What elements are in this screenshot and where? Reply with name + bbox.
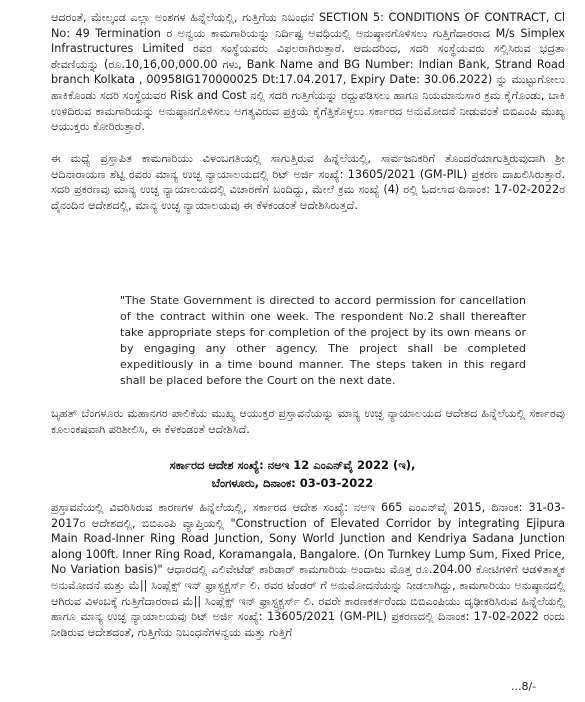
paragraph-order-body: ಪ್ರಸ್ತಾವನೆಯಲ್ಲಿ ವಿವರಿಸಿರುವ ಕಾರಣಗಳ ಹಿನ್ನೆಲೆಯಲ್ಲಿ, ಸರ್ಕಾರದ ಆದೇಶ ಸಂಖ್ಯೆ: ನಅಇ 665 ಎಂಎನ್‌ವೈ 2015, ದಿನಾಂಕ: 31-03-2017ರ ಆದೇಶದಲ್ಲಿ, ಬಿಬಿಎಂಪಿ ವ್ಯಾಪ್ತಿಯಲ್ಲಿ "Construction of Elevated Corridor by integrating Ejipura Main Road-Inner Ring Road Junction, Sony World Junction and Kendriya Sadana Junction along 100ft. Inner Ring Road, Koramangala, Bangalore. (On Turnkey Lump Sum, Fixed Price, No Variation basis)" ಆಧಾರದಲ್ಲಿ ಎಲಿವೇಟೆಡ್ ಕಾರಿಡಾರ್ ಕಾಮಗಾರಿಯ ಅಂದಾಜು ಮೊತ್ತ ರೂ.204.00 ಕೋಟಿಗಳಿಗೆ ಆಡಳಿತಾತ್ಮಕ ಅನುಮೋದನೆ ಮತ್ತು ಮೆ|| ಸಿಂಪ್ಲೆಕ್ಸ್ ಇನ್ ಫ್ರಾಸ್ಟ್ರಕ್ಚರ್ಸ್ ಲಿ. ರವರ ಟೆಂಡರ್ ಗೆ ಅನುಮೋದನೆಯನ್ನು ನೀಡಲಾಗಿದ್ದು, ಕಾಮಗಾರಿಯು ಅನುಷ್ಠಾನದಲ್ಲಿ ಆಗಿರುವ ವಿಳಂಬಕ್ಕೆ ಗುತ್ತಿಗೆದಾರರಾದ ಮೆ|| ಸಿಂಪ್ಲೆಕ್ಸ್ ಇನ್ ಫ್ರಾಸ್ಟ್ರಕ್ಚರ್ಸ್ ಲಿ. ರವರೇ ಕಾರಣಕರ್ತರೆಂದು ಬಿಬಿಎಂಪಿಯು ದೃಢೀಕರಿಸಿರುವ ಹಿನ್ನೆಲೆಯಲ್ಲಿ ಹಾಗೂ ಮಾನ್ಯ ಉಚ್ಛ ನ್ಯಾಯಾಲಯವು ರಿಟ್ ಅರ್ಜಿ ಸಂಖ್ಯೆ: 13605/2021 (GM-PIL) ಪ್ರಕರಣದಲ್ಲಿ ದಿನಾಂಕ: 17-02-2022 ರಂದು ನೀಡಿರುವ ಆದೇಶದಂತೆ, ಗುತ್ತಿಗೆಯ ನಿಬಂಧನೆಗಳನ್ವಯ ಮತ್ತು ಗುತ್ತಿಗೆ xyxy=(51,501,565,639)
paragraph-government-review: ಬೃಹತ್ ಬೆಂಗಳೂರು ಮಹಾನಗರ ಪಾಲಿಕೆಯ ಮುಖ್ಯ ಆಯುಕ್ತರ ಪ್ರಸ್ತಾವನೆಯನ್ನು ಮಾನ್ಯ ಉಚ್ಛ ನ್ಯಾಯಾಲಯದ ಆದೇಶದ ಹಿನ್ನೆಲೆಯಲ್ಲಿ ಸರ್ಕಾರವು ಕೂಲಂಕಷವಾಗಿ ಪರಿಶೀಲಿಸಿ, ಈ ಕೆಳಕಂಡಂತೆ ಆದೇಶಿಸಿದೆ. xyxy=(51,407,565,436)
paragraph-termination-proposal: ಆದರಂತೆ, ಮೇಲ್ಕಂಡ ಎಲ್ಲಾ ಅಂಶಗಳ ಹಿನ್ನೆಲೆಯಲ್ಲಿ, ಗುತ್ತಿಗೆಯ ನಿಬಂಧನೆ SECTION 5: CONDITIONS OF CONTRACT, Cl No: 49 Termination ರ ಅನ್ವಯ ಕಾಮಗಾರಿಯನ್ನು ನಿರ್ದಿಷ್ಟ ಅವಧಿಯಲ್ಲಿ ಅನುಷ್ಠಾನಗೊಳಿಸಲು ಗುತ್ತಿಗೆದಾರರಾದ M/s Simplex Infrastructures Limited ರವರ ಸಂಸ್ಥೆಯವರು ವಿಫಲರಾಗಿರುತ್ತಾರೆ. ಆದುದರಿಂದ, ಸದರಿ ಸಂಸ್ಥೆಯವರು ಸಲ್ಲಿಸಿರುವ ಭದ್ರತಾ ಠೇವಣಿಯನ್ನು (ರೂ.10,16,00,000.00 ಗಳು, Bank Name and BG Number: Indian Bank, Strand Road branch Kolkata , 00958IG170000025 Dt:17.04.2017, Expiry Date: 30.06.2022) ನ್ನು ಮುಟ್ಟುಗೋಲು ಹಾಕಿಕೊಂಡು ಸದರಿ ಸಂಸ್ಥೆಯವರ Risk and Cost ನಲ್ಲಿ ಸದರಿ ಗುತ್ತಿಗೆಯನ್ನು ರದ್ದುಪಡಿಸಲು ಹಾಗೂ ನಿಯಮಾನುಸಾರ ಕ್ರಮ ಕೈಗೊಂಡು, ಬಾಕಿ ಉಳಿದಿರುವ ಕಾಮಗಾರಿಯನ್ನು ಅನುಷ್ಠಾನಗೊಳಿಸಲು ಅಗತ್ಯವಿರುವ ಪ್ರಕ್ರಿಯೆ ಕೈಗೆತ್ತಿಕೊಳ್ಳಲು ಸರ್ಕಾರದ ಅನುಮೋದನೆ ನೀಡುವಂತೆ ಬಿಬಿಎಂಪಿ ಮುಖ್ಯ ಆಯುಕ್ತರು ಕೋರಿರುತ್ತಾರೆ. xyxy=(51,11,565,134)
government-order-number: ಸರ್ಕಾರದ ಆದೇಶ ಸಂಖ್ಯೆ: ನಅಇ 12 ಎಂಎನ್‌ವೈ 2022 (ಇ), xyxy=(169,458,416,472)
paragraph-court-case: ಈ ಮಧ್ಯೆ ಪ್ರಸ್ತಾಪಿತ ಕಾಮಗಾರಿಯು ವಿಳಂಬಗತಿಯಲ್ಲಿ ಸಾಗುತ್ತಿರುವ ಹಿನ್ನೆಲೆಯಲ್ಲಿ, ಸಾರ್ವಜನಿಕರಿಗೆ ತೊಂದರೆಯಾಗುತ್ತಿರುವುದಾಗಿ ಶ್ರೀ ಆದಿನಾರಾಯಣ ಶೆಟ್ಟಿ ರವರು ಮಾನ್ಯ ಉಚ್ಛ ನ್ಯಾಯಾಲಯದಲ್ಲಿ ರಿಟ್ ಅರ್ಜಿ ಸಂಖ್ಯೆ: 13605/2021 (GM-PIL) ಪ್ರಕರಣ ದಾಖಲಿಸಿರುತ್ತಾರೆ. ಸದರಿ ಪ್ರಕರಣವು ಮಾನ್ಯ ಉಚ್ಛ ನ್ಯಾಯಾಲಯದಲ್ಲಿ ವಿಚಾರಣೆಗೆ ಬಂದಿದ್ದು, ಮೇಲೆ ಕ್ರಮ ಸಂಖ್ಯೆ (4) ರಲ್ಲಿ ಓದಲಾದ ದಿನಾಂಕ: 17-02-2022ರ ದೈನಂದಿನ ಆದೇಶದಲ್ಲಿ, ಮಾನ್ಯ ಉಚ್ಛ ನ್ಯಾಯಾಲಯವು ಈ ಕೆಳಕಂಡಂತೆ ಆದೇಶಿಸಿರುತ್ತದೆ. xyxy=(51,152,565,212)
court-order-quote: "The State Government is directed to accord permission for cancellation of the contract within one week. The respondent No.2 shall thereafter take appropriate steps for completion of the project by its own means or by engaging any other agency. The project shall be completed expeditiously in a time bound manner. The steps taken in this regard shall be placed before the Court on the next date. xyxy=(120,294,526,387)
government-order-date: ಬೆಂಗಳೂರು, ದಿನಾಂಕ: 03-03-2022 xyxy=(211,476,374,490)
page-continuation-marker: ...8/- xyxy=(511,680,537,693)
